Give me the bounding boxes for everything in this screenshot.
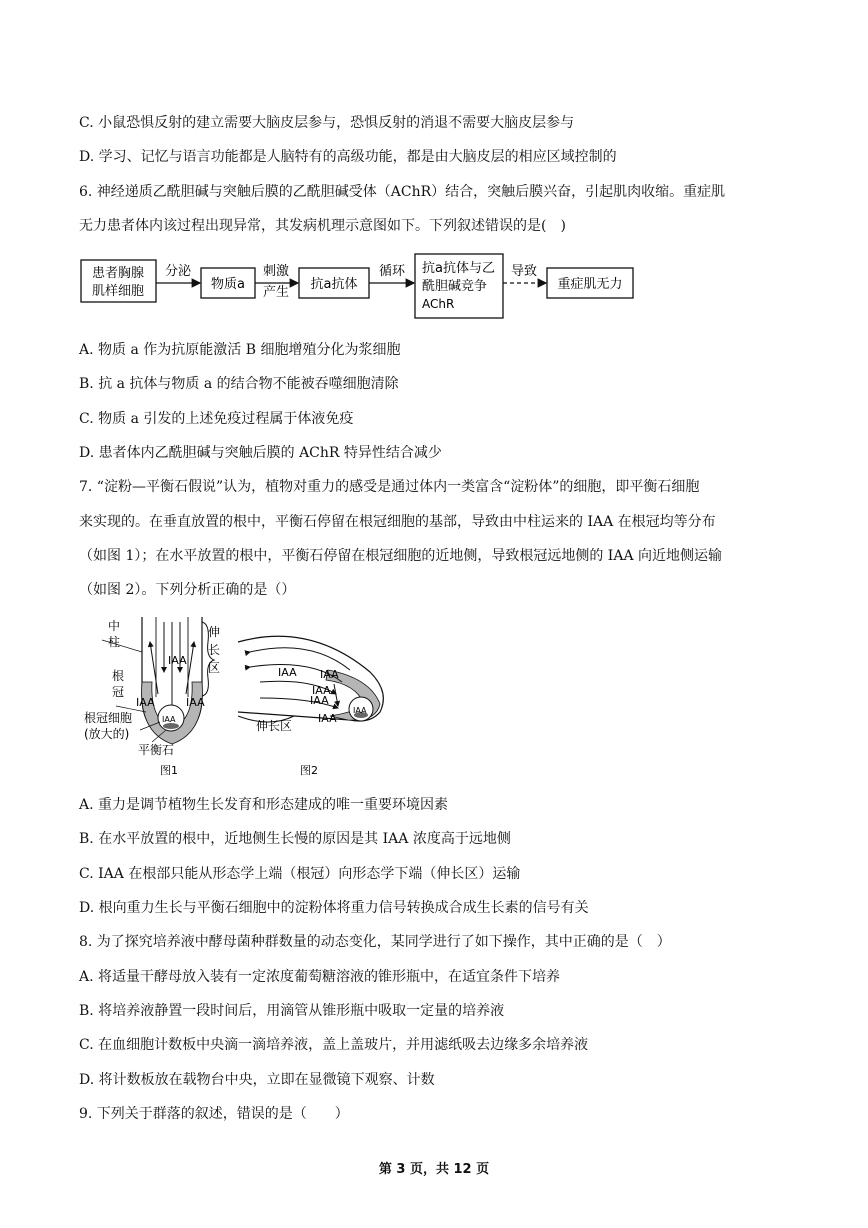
q6-option-b: B. 抗 a 抗体与物质 a 的结合物不能被吞噬细胞清除 xyxy=(79,376,399,392)
q5-option-c: C. 小鼠恐惧反射的建立需要大脑皮层参与，恐惧反射的消退不需要大脑皮层参与 xyxy=(79,115,575,131)
fig2-iaa-2: IAA xyxy=(320,668,339,681)
q7-stem-line1: 7. “淀粉—平衡石假说”认为，植物对重力的感受是通过体内一类富含“淀粉体”的细胞，即平衡石细胞 xyxy=(79,479,700,495)
fig2-iaa-1: IAA xyxy=(278,666,297,679)
q9-stem: 9. 下列关于群落的叙述，错误的是（ ） xyxy=(79,1106,349,1122)
fig1-label-enlarged: (放大的) xyxy=(84,727,130,741)
fig1-label-chang: 长 xyxy=(208,643,221,657)
q6-option-a: A. 物质 a 作为抗原能激活 B 细胞增殖分化为浆细胞 xyxy=(79,342,401,358)
flow-box-competition-line3: AChR xyxy=(422,297,455,311)
flow-box-competition-line2: 酰胆碱竞争 xyxy=(422,279,488,294)
q7-option-c: C. IAA 在根部只能从形态学上端（根冠）向形态学下端（伸长区）运输 xyxy=(79,866,521,882)
fig1-label-root-cap-cell: 根冠细胞 xyxy=(84,711,133,725)
flow-box-competition xyxy=(415,254,503,318)
flow-box-antibody-label: 抗a抗体 xyxy=(310,277,358,292)
flow-box-thymus-line2: 肌样细胞 xyxy=(91,284,145,299)
root-gravity-figure xyxy=(80,612,400,782)
flow-box-myasthenia-label: 重症肌无力 xyxy=(557,277,623,292)
q6-option-d: D. 患者体内乙酰胆碱与突触后膜的 AChR 特异性结合减少 xyxy=(79,445,442,461)
fig2-caption: 图2 xyxy=(300,764,318,777)
pathogenesis-flow-diagram xyxy=(80,250,640,325)
fig1-iaa-right: IAA xyxy=(186,696,205,709)
q8-stem: 8. 为了探究培养液中酵母菌种群数量的动态变化，某同学进行了如下操作，其中正确的是（ ） xyxy=(79,934,671,950)
q6-stem-line1: 6. 神经递质乙酰胆碱与突触后膜的乙酰胆碱受体（AChR）结合，突触后膜兴奋，引起肌肉收缩。重症肌 xyxy=(79,184,726,200)
flow-box-myasthenia xyxy=(547,268,633,298)
q8-option-b: B. 将培养液静置一段时间后，用滴管从锥形瓶中吸取一定量的培养液 xyxy=(79,1003,505,1019)
q8-option-c: C. 在血细胞计数板中央滴一滴培养液，盖上盖玻片，并用滤纸吸去边缘多余培养液 xyxy=(79,1037,589,1053)
fig2-iaa-3: IAA xyxy=(312,684,331,697)
fig1-label-zhong: 中 xyxy=(108,619,121,633)
fig1-iaa-cell: IAA xyxy=(162,715,176,724)
fig1-label-shen: 伸 xyxy=(208,625,221,639)
fig1-iaa-left: IAA xyxy=(136,696,155,709)
q7-stem-line2: 来实现的。在垂直放置的根中，平衡石停留在根冠细胞的基部，导致由中柱运来的 IAA 在根冠均等分布 xyxy=(79,514,716,530)
fig1-label-zhu: 柱 xyxy=(108,635,121,649)
fig1-iaa-top: IAA xyxy=(168,654,187,667)
fig1-label-statolith: 平衡石 xyxy=(138,743,175,757)
q6-stem-line2: 无力患者体内该过程出现异常，其发病机理示意图如下。下列叙述错误的是( ) xyxy=(79,218,566,234)
flow-arrow-3-label: 循环 xyxy=(378,264,406,279)
fig1-label-gen: 根 xyxy=(112,669,125,683)
q8-option-d: D. 将计数板放在载物台中央，立即在显微镜下观察、计数 xyxy=(79,1072,435,1088)
fig2-iaa-cell: IAA xyxy=(353,706,367,715)
fig1-caption: 图1 xyxy=(160,764,178,777)
fig1-label-guan: 冠 xyxy=(112,685,125,699)
page-footer: 第 3 页，共 12 页 xyxy=(378,1162,490,1177)
q8-option-a: A. 将适量干酵母放入装有一定浓度葡萄糖溶液的锥形瓶中，在适宜条件下培养 xyxy=(79,969,561,985)
q7-stem-line3: （如图 1）；在水平放置的根中，平衡石停留在根冠细胞的近地侧，导致根冠远地侧的 IAA 向近地侧运输 xyxy=(79,548,723,564)
flow-box-substance-a-label: 物质a xyxy=(211,277,245,292)
q7-stem-line4: （如图 2）。下列分析正确的是（） xyxy=(79,582,296,598)
flow-box-substance-a xyxy=(201,268,255,298)
flow-arrow-1-label: 分泌 xyxy=(164,264,192,279)
q7-option-b: B. 在水平放置的根中，近地侧生长慢的原因是其 IAA 浓度高于远地侧 xyxy=(79,831,511,847)
q7-option-d: D. 根向重力生长与平衡石细胞中的淀粉体将重力信号转换成合成生长素的信号有关 xyxy=(79,900,589,916)
q6-option-c: C. 物质 a 引发的上述免疫过程属于体液免疫 xyxy=(79,411,354,427)
fig1-label-qu: 区 xyxy=(208,661,221,675)
fig2-iaa-5: IAA xyxy=(318,712,337,725)
q5-option-d: D. 学习、记忆与语言功能都是人脑特有的高级功能，都是由大脑皮层的相应区域控制的 xyxy=(79,149,617,165)
flow-arrow-2-label-bottom: 产生 xyxy=(262,285,290,300)
flow-box-thymus-line1: 患者胸腺 xyxy=(91,266,145,281)
flow-box-competition-line1: 抗a抗体与乙 xyxy=(422,261,495,276)
flow-arrow-2-label-top: 刺激 xyxy=(262,264,290,279)
flow-box-antibody xyxy=(299,268,369,298)
flow-box-thymus xyxy=(81,260,156,302)
q7-option-a: A. 重力是调节植物生长发育和形态建成的唯一重要环境因素 xyxy=(79,797,449,813)
fig2-label-elongation-zone: 伸长区 xyxy=(256,719,293,733)
fig2-iaa-4: IAA xyxy=(310,694,329,707)
flow-arrow-4-label: 导致 xyxy=(510,264,538,279)
